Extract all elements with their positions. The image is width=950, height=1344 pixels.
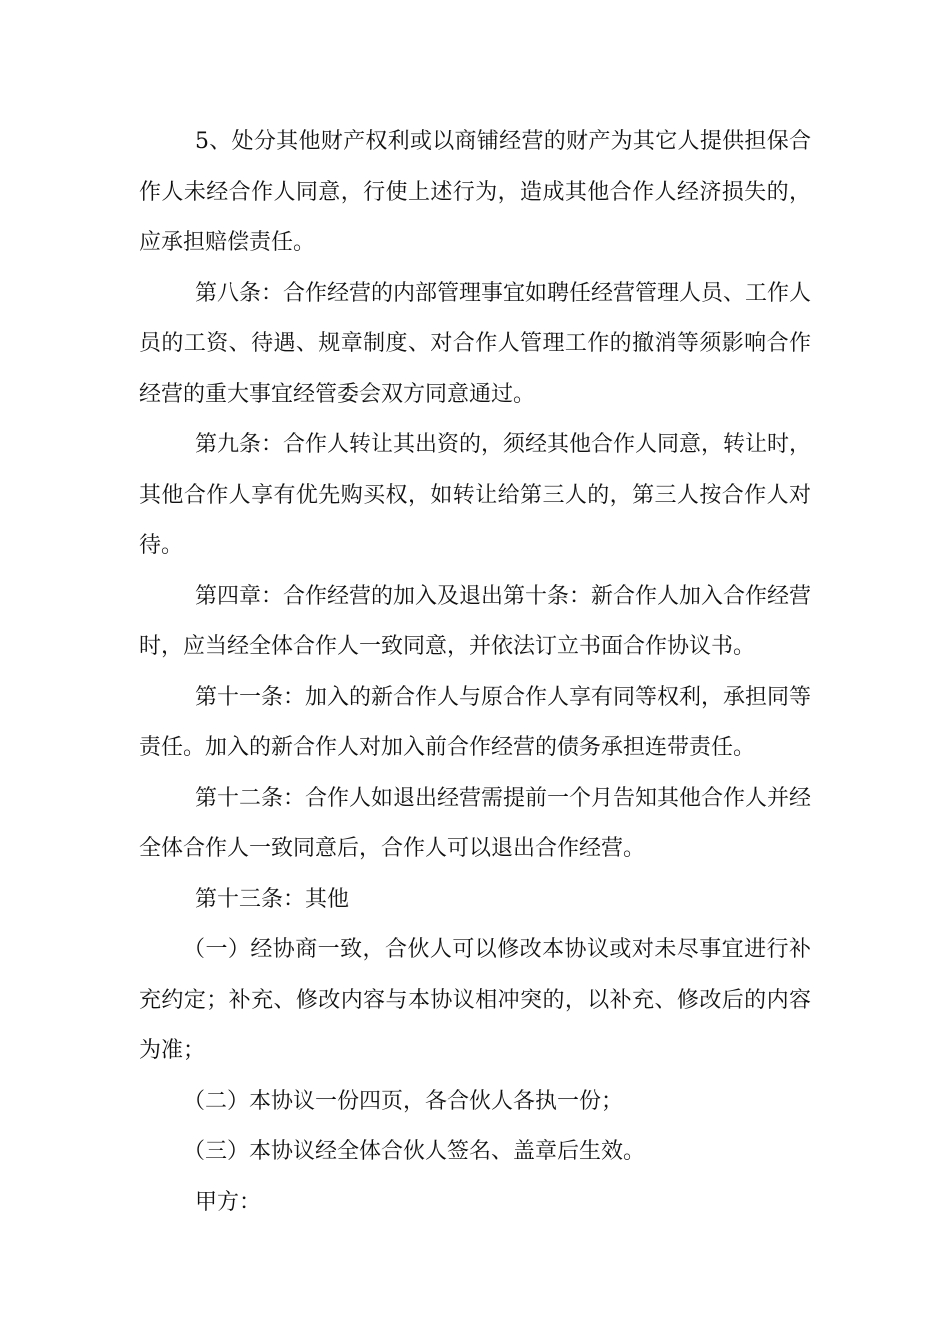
paragraph-item-3: （三）本协议经全体合伙人签名、盖章后生效。: [183, 1139, 646, 1164]
paragraph-article-8: 第八条：合作经营的内部管理事宜如聘任经营管理人员、工作人员的工资、待遇、规章制度、对合作人管理工作的撤消等须影响合作经营的重大事宜经管委会双方同意通过。: [139, 280, 812, 407]
document-body: [139, 117, 811, 1228]
signature-party-a-label: 甲方：: [195, 1189, 262, 1215]
paragraph-article-11: 第十一条：加入的新合作人与原合作人享有同等权利，承担同等责任。加入的新合作人对加入前合作经营的债务承担连带责任。: [139, 684, 812, 760]
paragraph-clause-5: 5、处分其他财产权利或以商铺经营的财产为其它人提供担保合作人未经合作人同意，行使上述行为，造成其他合作人经济损失的，应承担赔偿责任。: [139, 129, 811, 255]
paragraph-article-13: 第十三条：其他: [195, 886, 350, 912]
paragraph-article-9: 第九条：合作人转让其出资的，须经其他合作人同意，转让时，其他合作人享有优先购买权，如转让给第三人的，第三人按合作人对待。: [139, 432, 812, 558]
paragraph-item-1: （一）经协商一致，合伙人可以修改本协议或对未尽事宜进行补充约定；补充、修改内容与本协议相冲突的，以补充、修改后的内容为准；: [139, 937, 811, 1063]
paragraph-item-2: （二）本协议一份四页，各合伙人各执一份；: [183, 1088, 624, 1114]
paragraph-article-12: 第十二条：合作人如退出经营需提前一个月告知其他合作人并经全体合作人一致同意后，合作人可以退出合作经营。: [139, 785, 812, 861]
paragraph-chapter-4-article-10: 第四章：合作经营的加入及退出第十条：新合作人加入合作经营时，应当经全体合作人一致同意，并依法订立书面合作协议书。: [139, 583, 812, 659]
